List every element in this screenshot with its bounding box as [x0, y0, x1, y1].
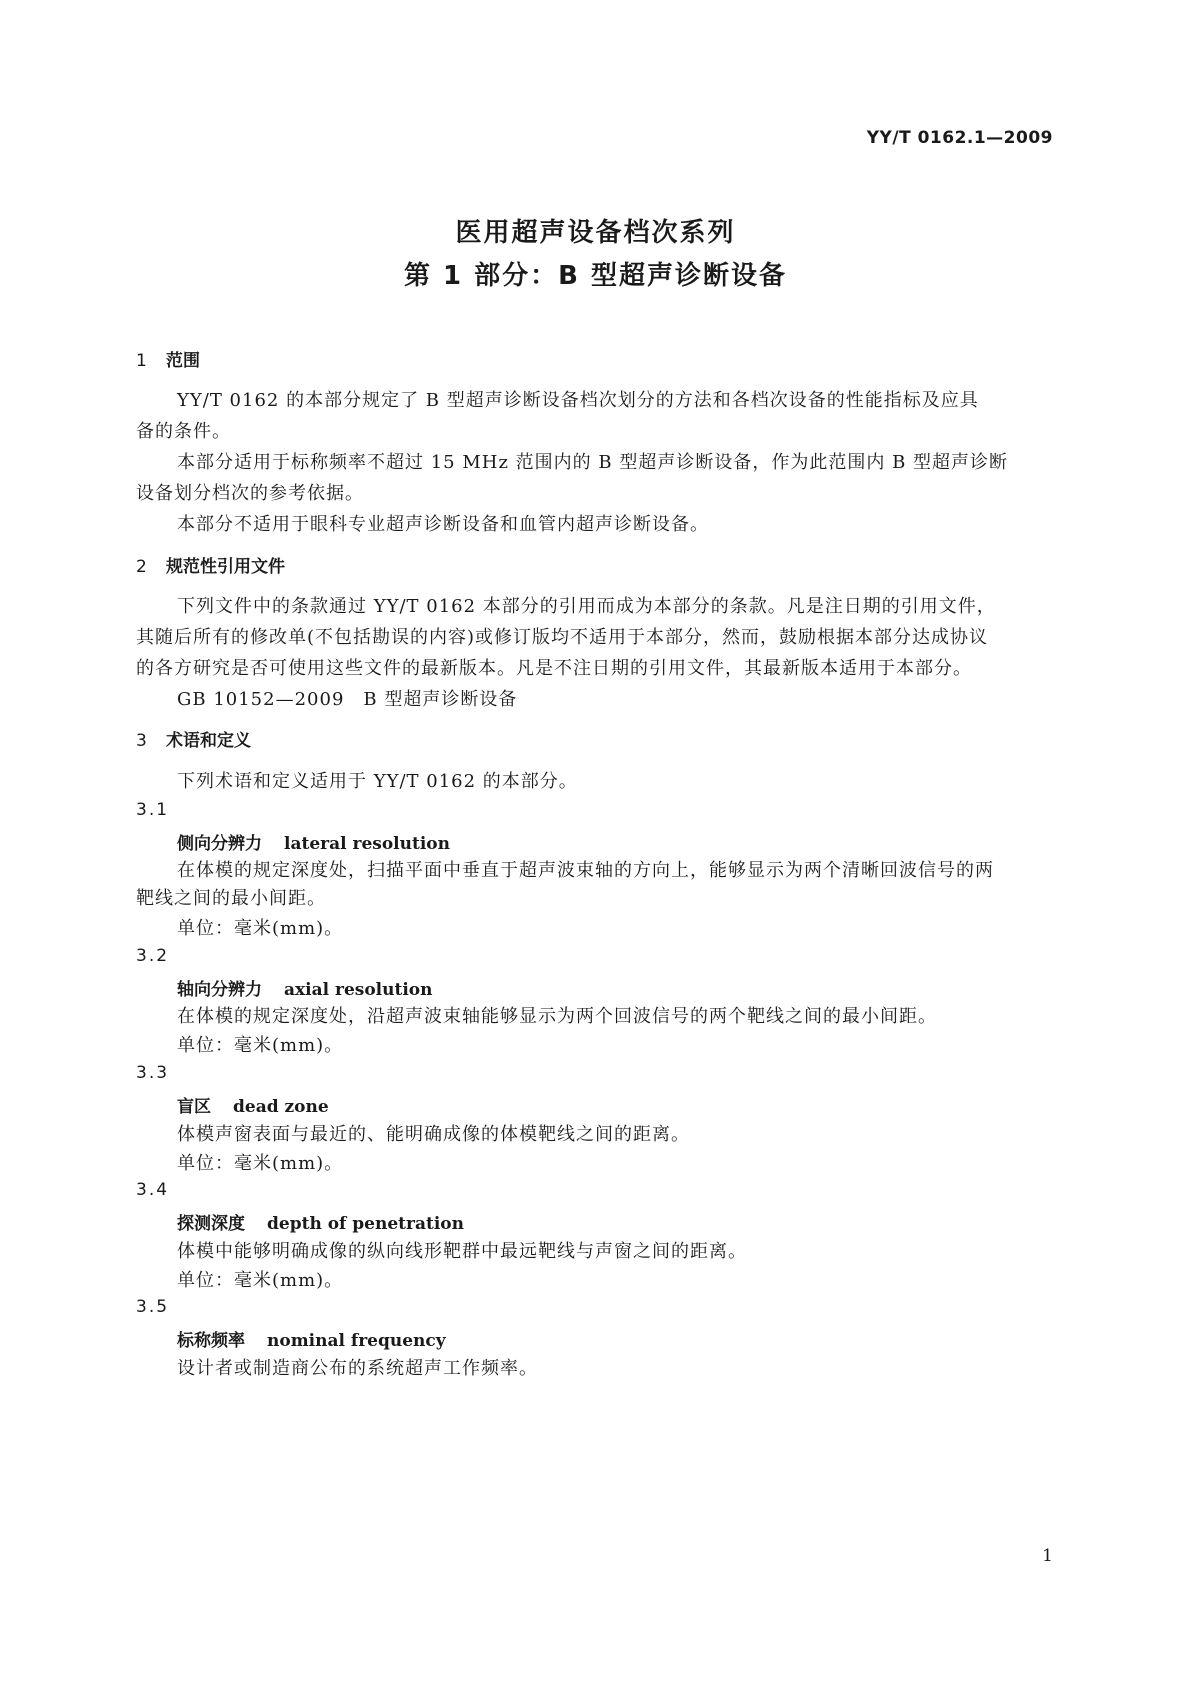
section-1-para-2-line-1: 本部分适用于标称频率不超过 15 MHz 范围内的 B 型超声诊断设备，作为此范围内 B 型超声诊断 [177, 452, 1009, 473]
term-en: lateral resolution [284, 834, 450, 854]
term-en: dead zone [233, 1097, 329, 1117]
section-title: 范围 [166, 351, 200, 371]
section-3-heading [136, 726, 251, 751]
section-number: 1 [136, 351, 147, 371]
term-definition-line-2: 靶线之间的最小间距。 [136, 888, 326, 909]
section-1-para-3: 本部分不适用于眼科专业超声诊断设备和血管内超声诊断设备。 [177, 514, 709, 535]
term-definition-line-1: 设计者或制造商公布的系统超声工作频率。 [177, 1358, 538, 1379]
term-zh: 探测深度 [177, 1214, 245, 1234]
term-heading [177, 1326, 446, 1351]
clause-number: 3.2 [136, 946, 170, 966]
section-1-para-2-line-2: 设备划分档次的参考依据。 [136, 483, 364, 504]
term-zh: 侧向分辨力 [177, 834, 262, 854]
section-number: 3 [136, 731, 147, 751]
term-definition-line-1: 体模中能够明确成像的纵向线形靶群中最远靶线与声窗之间的距离。 [177, 1241, 747, 1262]
term-definition-line-1: 体模声窗表面与最近的、能明确成像的体模靶线之间的距离。 [177, 1124, 690, 1145]
term-definition-line-1: 在体模的规定深度处，沿超声波束轴能够显示为两个回波信号的两个靶线之间的最小间距。 [177, 1006, 937, 1027]
term-zh: 盲区 [177, 1097, 211, 1117]
normative-reference: GB 10152—2009 B 型超声诊断设备 [177, 689, 518, 710]
term-unit: 单位：毫米(mm)。 [177, 1270, 344, 1291]
term-unit: 单位：毫米(mm)。 [177, 1035, 344, 1056]
section-1-heading [136, 346, 200, 371]
document-number: YY/T 0162.1—2009 [866, 128, 1053, 148]
term-heading [177, 829, 450, 854]
term-en: axial resolution [284, 980, 433, 1000]
term-heading [177, 1092, 329, 1117]
term-definition-line-1: 在体模的规定深度处，扫描平面中垂直于超声波束轴的方向上，能够显示为两个清晰回波信号的两 [177, 860, 994, 881]
term-heading [177, 1209, 464, 1234]
term-en: depth of penetration [267, 1214, 465, 1234]
term-unit: 单位：毫米(mm)。 [177, 918, 344, 939]
clause-number: 3.5 [136, 1297, 170, 1317]
term-en: nominal frequency [267, 1331, 446, 1351]
clause-number: 3.4 [136, 1180, 170, 1200]
section-2-para-line-2: 其随后所有的修改单(不包括勘误的内容)或修订版均不适用于本部分，然而，鼓励根据本部分达成协议 [136, 627, 989, 648]
section-title: 规范性引用文件 [166, 557, 285, 577]
section-2-para-line-3: 的各方研究是否可使用这些文件的最新版本。凡是不注日期的引用文件，其最新版本适用于本部分。 [136, 658, 972, 679]
clause-number: 3.3 [136, 1063, 170, 1083]
term-zh: 标称频率 [177, 1331, 245, 1351]
term-zh: 轴向分辨力 [177, 980, 262, 1000]
section-2-heading [136, 552, 285, 577]
section-number: 2 [136, 557, 147, 577]
section-title: 术语和定义 [166, 731, 251, 751]
page-number: 1 [1042, 1546, 1053, 1566]
section-3-intro: 下列术语和定义适用于 YY/T 0162 的本部分。 [177, 771, 578, 792]
title-line-1: 医用超声设备档次系列 [455, 218, 736, 248]
section-1-para-1-line-1: YY/T 0162 的本部分规定了 B 型超声诊断设备档次划分的方法和各档次设备的性能指标及应具 [177, 390, 979, 411]
term-heading [177, 975, 433, 1000]
clause-number: 3.1 [136, 800, 170, 820]
title-line-2: 第 1 部分：B 型超声诊断设备 [403, 261, 788, 291]
section-1-para-1-line-2: 备的条件。 [136, 421, 231, 442]
term-unit: 单位：毫米(mm)。 [177, 1153, 344, 1174]
section-2-para-line-1: 下列文件中的条款通过 YY/T 0162 本部分的引用而成为本部分的条款。凡是注日期的引用文件， [177, 596, 996, 617]
